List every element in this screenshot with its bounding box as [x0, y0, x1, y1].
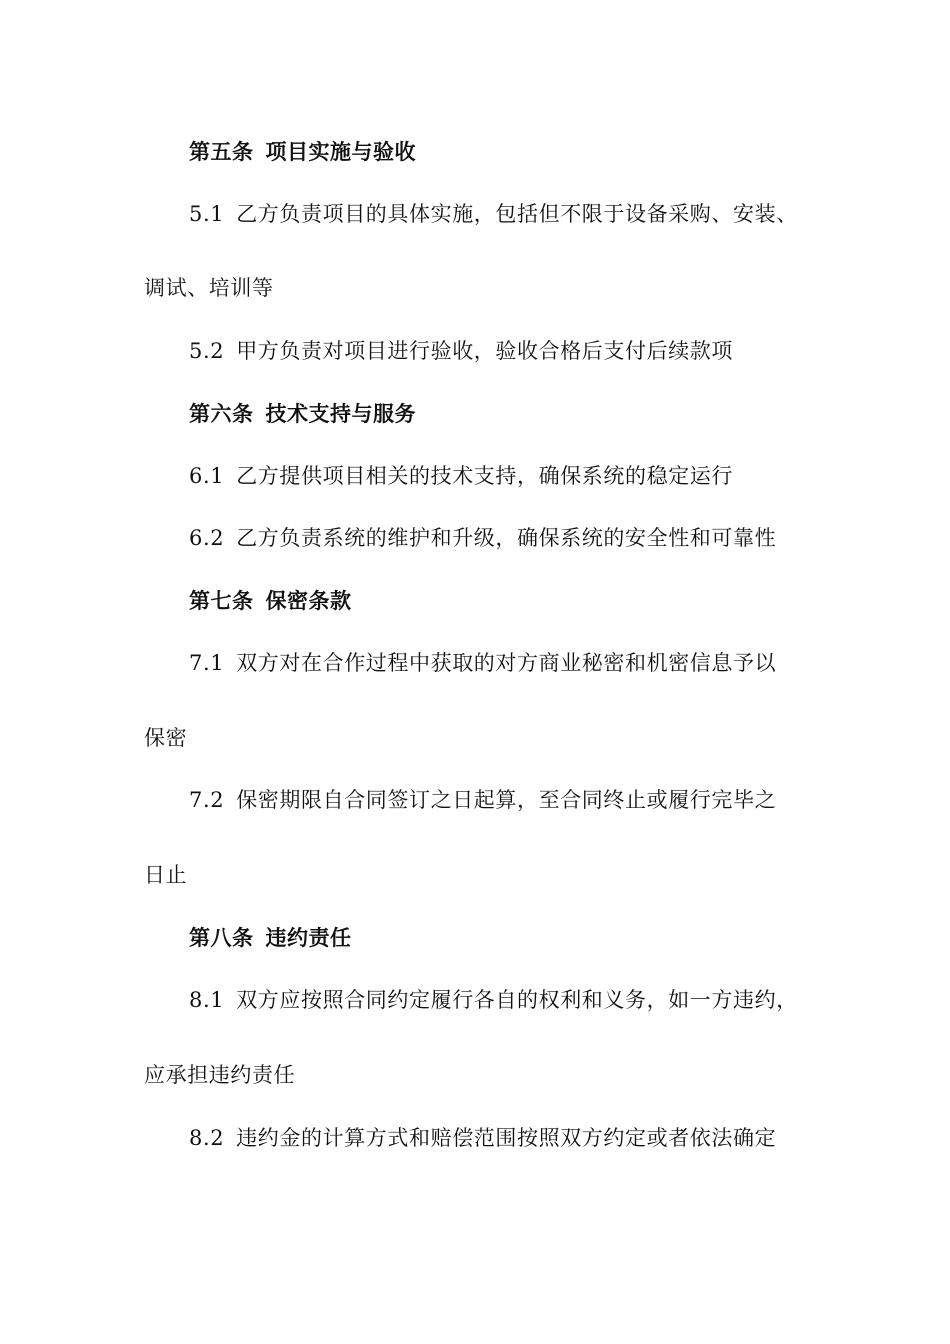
clause-number: 5.1	[189, 202, 225, 226]
clause-number: 5.2	[189, 339, 225, 363]
clause-line	[189, 786, 776, 814]
clause-line	[189, 337, 733, 365]
clause-line	[189, 524, 776, 552]
clause-continuation: 日止	[144, 863, 188, 887]
clause-number: 6.1	[189, 464, 225, 488]
clause-text: 甲方负责对项目进行验收，验收合格后支付后续款项	[236, 339, 734, 363]
clause-text: 违约金的计算方式和赔偿范围按照双方约定或者依法确定	[236, 1126, 777, 1150]
section-label: 第五条	[189, 140, 254, 164]
section-heading	[189, 587, 352, 615]
section-heading	[189, 400, 416, 428]
section-heading	[189, 924, 352, 952]
clause-text: 乙方负责项目的具体实施，包括但不限于设备采购、安装、	[236, 202, 798, 226]
section-title: 违约责任	[265, 926, 352, 950]
clause-line	[189, 200, 798, 228]
clause-number: 7.1	[189, 651, 225, 675]
clause-number: 8.1	[189, 988, 225, 1012]
clause-text: 双方对在合作过程中获取的对方商业秘密和机密信息予以	[236, 651, 777, 675]
section-label: 第六条	[189, 402, 254, 426]
section-label: 第七条	[189, 589, 254, 613]
clause-number: 8.2	[189, 1126, 225, 1150]
clause-line	[189, 1124, 776, 1152]
section-title: 技术支持与服务	[265, 402, 416, 426]
clause-text: 乙方提供项目相关的技术支持，确保系统的稳定运行	[236, 464, 734, 488]
section-title: 项目实施与验收	[265, 140, 416, 164]
clause-line	[189, 462, 733, 490]
clause-text: 乙方负责系统的维护和升级，确保系统的安全性和可靠性	[236, 526, 777, 550]
clause-continuation: 应承担违约责任	[144, 1063, 296, 1087]
section-title: 保密条款	[265, 589, 352, 613]
clause-text: 双方应按照合同约定履行各自的权利和义务，如一方违约，	[236, 988, 798, 1012]
clause-continuation: 保密	[144, 726, 188, 750]
section-heading	[189, 138, 416, 166]
section-label: 第八条	[189, 926, 254, 950]
clause-continuation: 调试、培训等	[144, 276, 274, 300]
clause-number: 6.2	[189, 526, 225, 550]
clause-text: 保密期限自合同签订之日起算，至合同终止或履行完毕之	[236, 788, 777, 812]
clause-line	[189, 649, 776, 677]
clause-line	[189, 986, 798, 1014]
clause-number: 7.2	[189, 788, 225, 812]
